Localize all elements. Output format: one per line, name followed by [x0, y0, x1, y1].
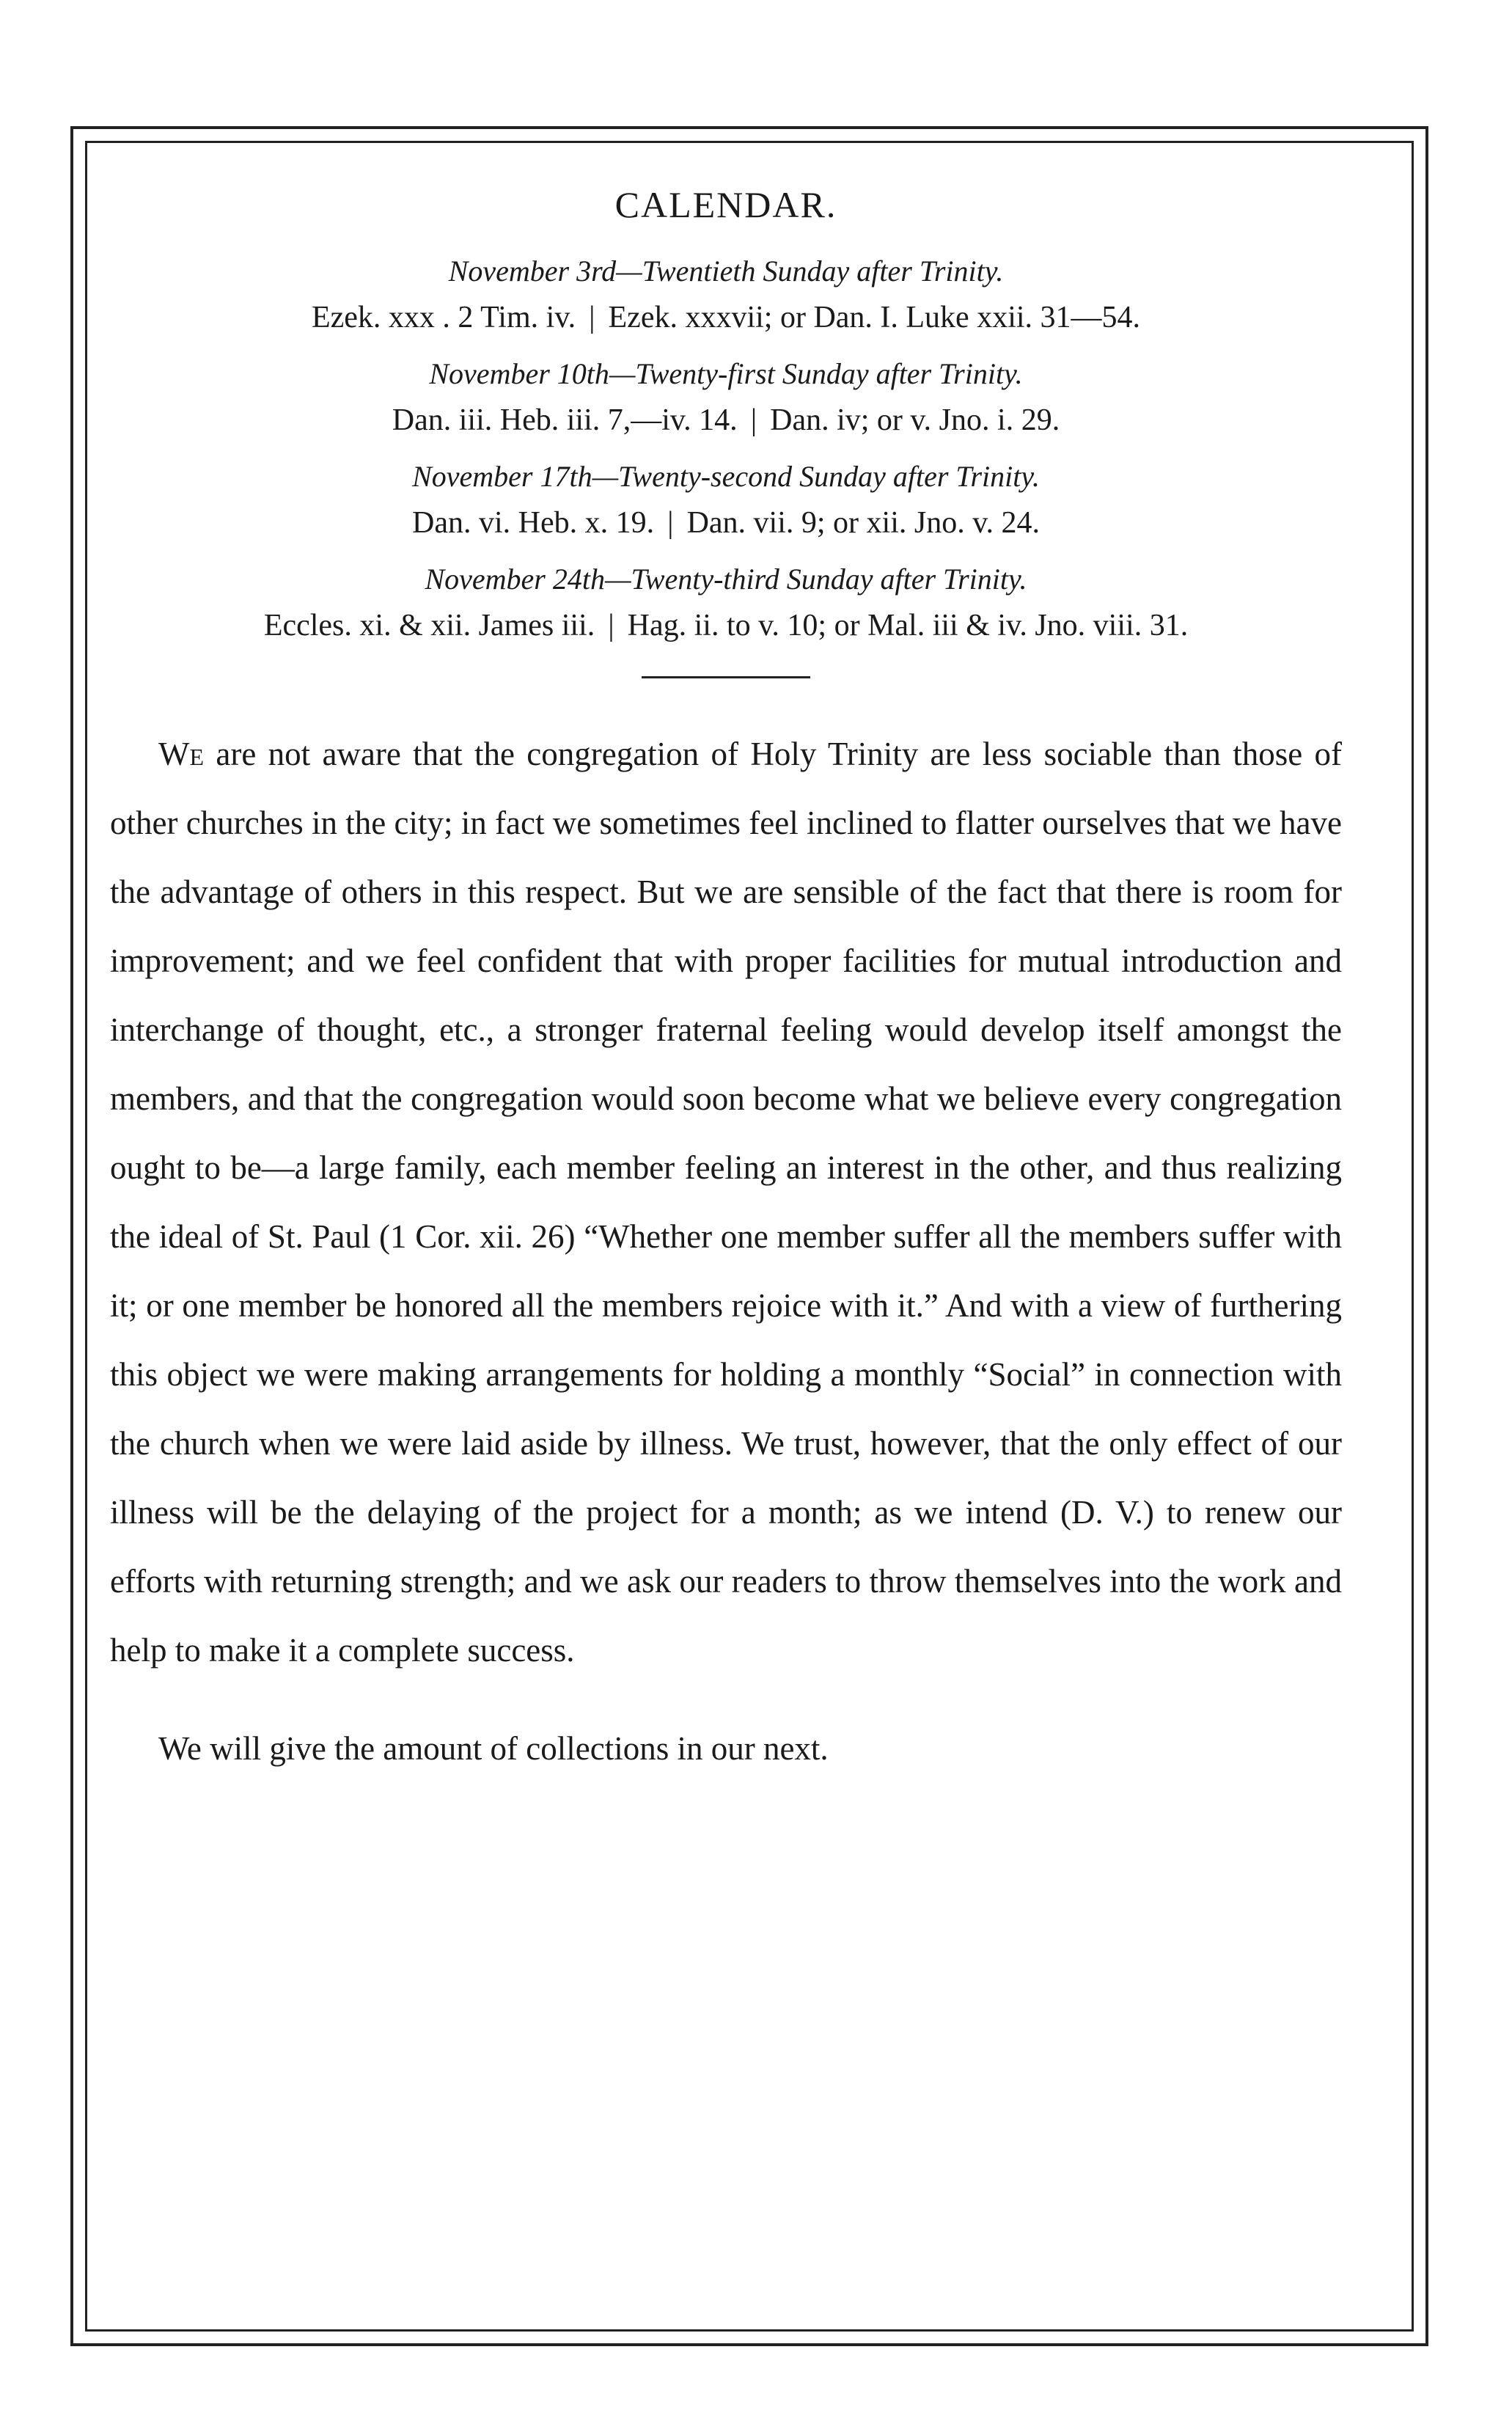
- evening-readings: Dan. vii. 9; or xii. Jno. v. 24.: [686, 506, 1040, 540]
- morning-readings: Eccles. xi. & xii. James iii.: [263, 609, 595, 642]
- readings-line: [110, 499, 1342, 547]
- readings-line: [110, 293, 1342, 342]
- calendar-entry: [110, 557, 1342, 650]
- sunday-title: November 24th—Twenty-third Sunday after Trinity.: [425, 563, 1027, 596]
- column-separator: |: [750, 403, 757, 437]
- calendar-title: CALENDAR.: [614, 184, 837, 225]
- sunday-title: November 10th—Twenty-first Sunday after Trinity.: [429, 357, 1023, 390]
- morning-readings: Ezek. xxx . 2 Tim. iv.: [311, 301, 576, 334]
- evening-readings: Hag. ii. to v. 10; or Mal. iii & iv. Jno. viii. 31.: [627, 609, 1189, 642]
- readings-line: [110, 601, 1342, 650]
- readings-line: [110, 396, 1342, 444]
- morning-readings: Dan. iii. Heb. iii. 7,—iv. 14.: [392, 403, 738, 437]
- calendar-entry: [110, 352, 1342, 444]
- section-divider: [642, 676, 810, 678]
- sunday-title: November 17th—Twenty-second Sunday after Trinity.: [412, 460, 1040, 493]
- evening-readings: Ezek. xxxvii; or Dan. I. Luke xxii. 31—54.: [608, 301, 1141, 334]
- paragraph-body: are not aware that the congregation of Holy Trinity are less sociable than those of other churches in the city; in fact we sometimes feel inclined to flatter ourselves that we have the advantage of others in this respect. But we are sensible of the fact that there is room for improvement; and we feel confident that with proper facilities for mutual introduction and interchange of thought, etc., a stronger fraternal feeling would develop itself amongst the members, and that the congregation would soon become what we believe every congregation ought to be—a large family, each member feeling an interest in the other, and thus realizing the ideal of St. Paul (1 Cor. xii. 26) “Whether one member suffer all the members suffer with it; or one member be honored all the members rejoice with it.” And with a view of furthering this object we were making arrangements for holding a monthly “Social” in connection with the church when we were laid aside by illness. We trust, however, that the only effect of our illness will be the delaying of the project for a month; as we intend (D. V.) to renew our efforts with returning strength; and we ask our readers to throw themselves into the work and help to make it a complete success.: [110, 736, 1342, 1669]
- sunday-title: November 3rd—Twentieth Sunday after Trinity.: [448, 254, 1004, 287]
- column-separator: |: [608, 609, 614, 642]
- calendar-entry: [110, 455, 1342, 547]
- article-note: We will give the amount of collections in our next.: [158, 1730, 829, 1767]
- evening-readings: Dan. iv; or v. Jno. i. 29.: [770, 403, 1060, 437]
- morning-readings: Dan. vi. Heb. x. 19.: [412, 506, 655, 540]
- drop-word: We: [158, 736, 205, 772]
- column-separator: |: [667, 506, 674, 540]
- article-paragraph: [110, 719, 1342, 1685]
- column-separator: |: [589, 301, 595, 334]
- calendar-entry: [110, 249, 1342, 342]
- page-content: [110, 169, 1342, 1783]
